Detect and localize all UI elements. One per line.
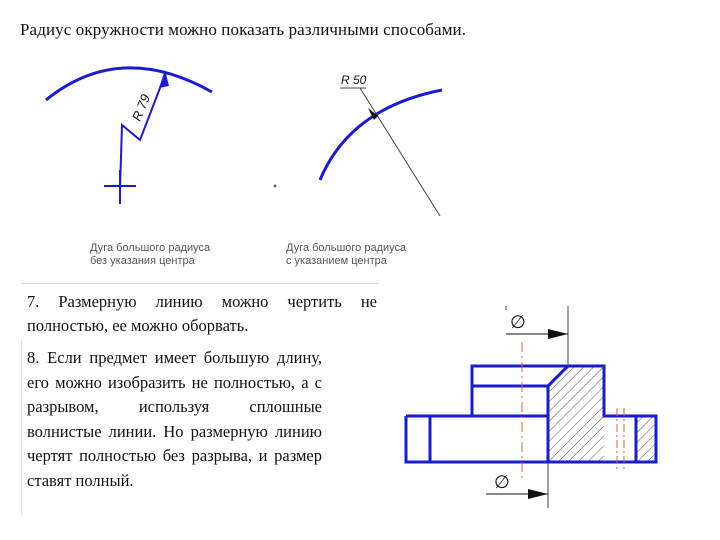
section-hatch-right: [636, 416, 656, 462]
figure-arc-without-center: [46, 68, 212, 204]
radius-broken-line: [120, 75, 165, 188]
diameter-symbol-bottom: ∅: [494, 472, 510, 493]
note-8-text: 8. Если предмет имеет большую длину, его можно изобразить не полностью, а с разрывом, используя сплошные волнистые линии. Но размерную линию чертят полностью без разрыва, и размер ставят полный.: [27, 348, 322, 490]
dimension-r79: R 79: [128, 92, 154, 124]
section-hatch-main: [548, 366, 604, 462]
caption-left-line2: без указания центра: [90, 255, 195, 267]
caption-right-line2: с указанием центра: [286, 255, 387, 267]
arrow-bottom: [528, 489, 548, 499]
caption-right: [286, 242, 406, 268]
radius-leader-line: [360, 88, 440, 216]
diameter-symbol-top: ∅: [510, 312, 526, 333]
large-arc-left: [46, 68, 212, 100]
caption-left-line1: Дуга большого радиуса: [90, 242, 211, 254]
note7-divider: [21, 283, 379, 284]
large-arc-right: [320, 90, 442, 180]
part-outline: [406, 366, 656, 462]
caption-right-line1: Дуга большого радиуса: [286, 242, 407, 254]
page-heading: Радиус окружности можно показать различными способами.: [20, 20, 467, 39]
part-drawing: [406, 306, 656, 508]
note8-divider: [21, 340, 22, 515]
figure-arc-with-center: [274, 73, 443, 216]
arrow-top: [548, 329, 568, 339]
center-dot: [274, 185, 277, 188]
note-7-text: 7. Размерную линию можно чертить не полностью, ее можно оборвать.: [27, 292, 377, 335]
caption-left: [90, 242, 210, 268]
dimension-r50: R 50: [341, 73, 367, 87]
